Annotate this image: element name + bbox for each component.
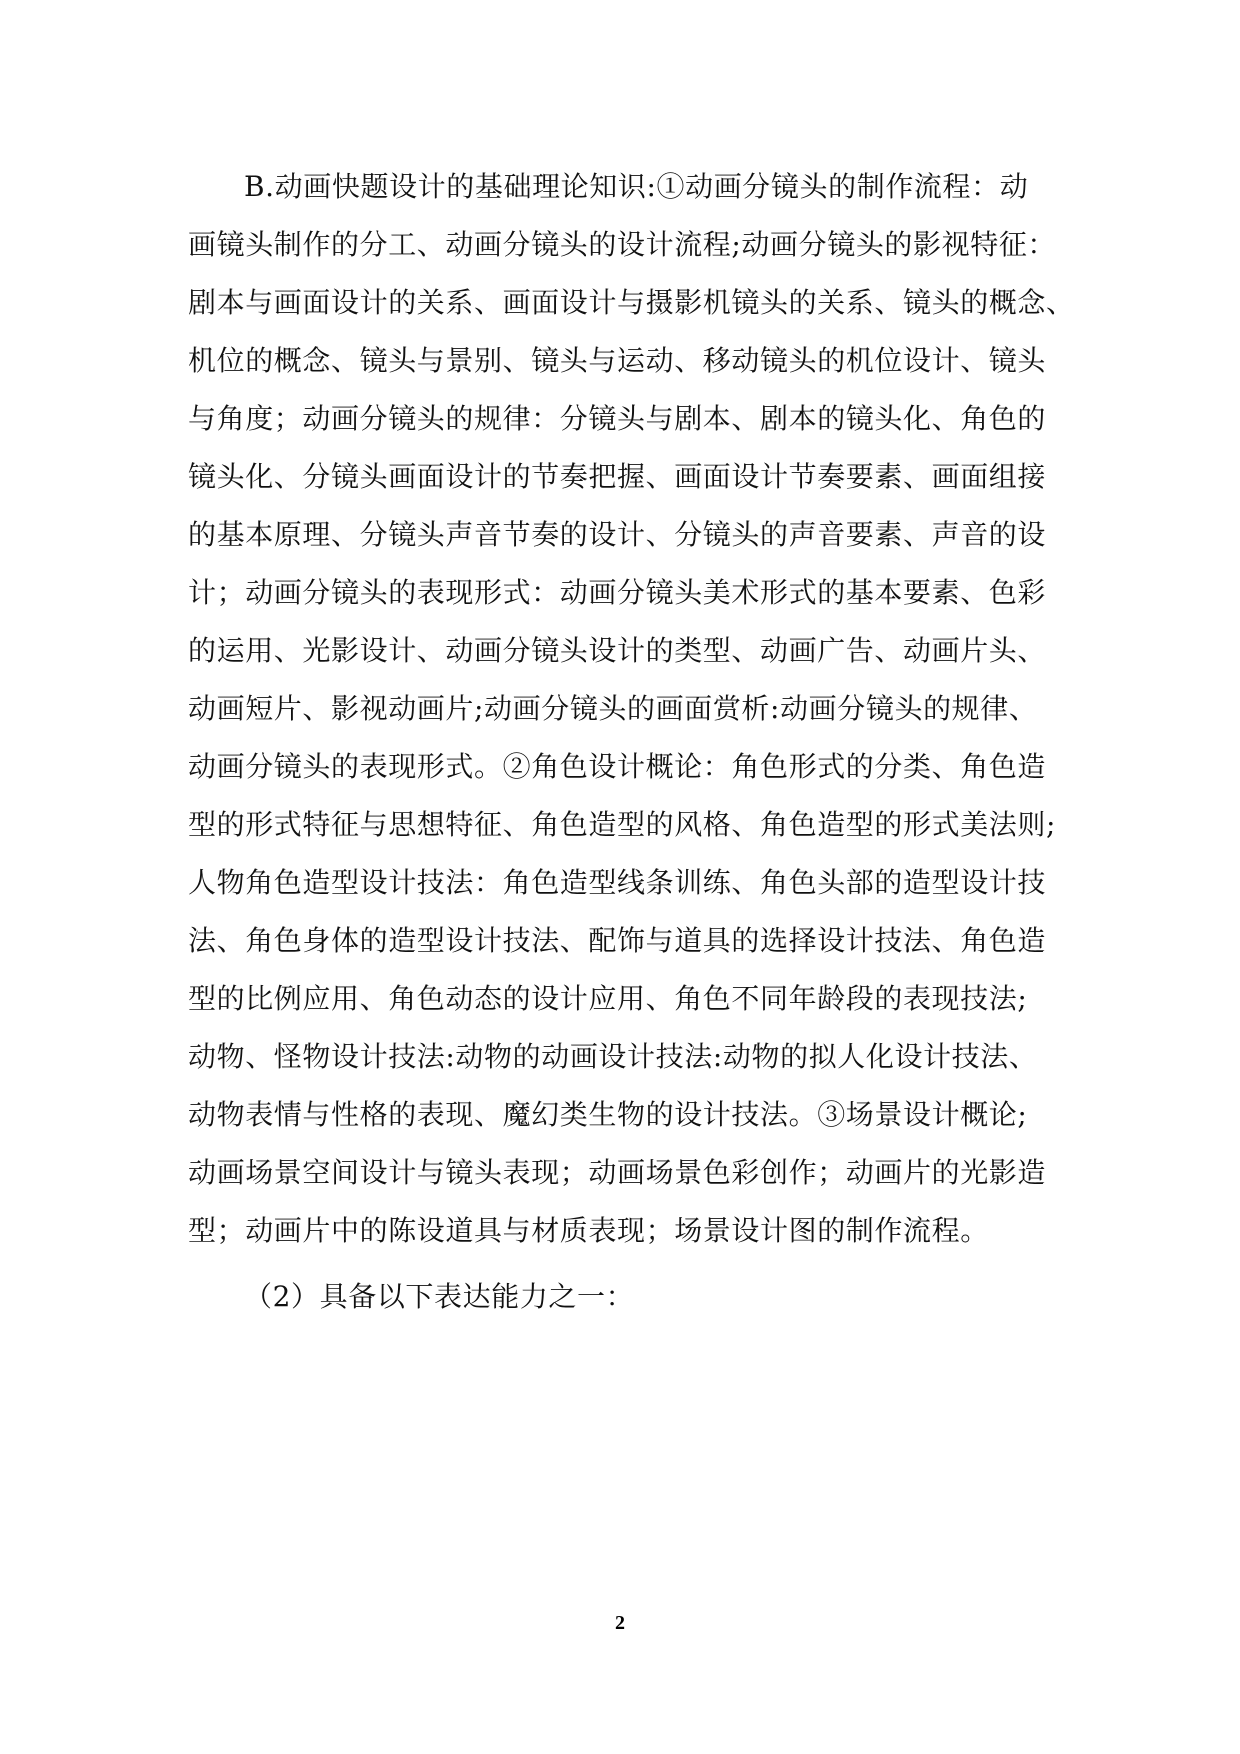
paragraph-b-line-11: 动画分镜头的表现形式。②角色设计概论：角色形式的分类、角色造 bbox=[188, 750, 1047, 783]
paragraph-b-line-14: 法、角色身体的造型设计技法、配饰与道具的选择设计技法、角色造 bbox=[188, 924, 1047, 957]
page-number: 2 bbox=[615, 1612, 625, 1634]
paragraph-b-line-12: 型的形式特征与思想特征、角色造型的风格、角色造型的形式美法则; bbox=[188, 808, 1057, 841]
paragraph-b-line-17: 动物表情与性格的表现、魔幻类生物的设计技法。③场景设计概论; bbox=[188, 1098, 1028, 1131]
paragraph-b-line-2: 画镜头制作的分工、动画分镜头的设计流程;动画分镜头的影视特征： bbox=[188, 228, 1057, 261]
paragraph-b-line-3: 剧本与画面设计的关系、画面设计与摄影机镜头的关系、镜头的概念、 bbox=[188, 286, 1075, 319]
paragraph-b-line-19: 型；动画片中的陈设道具与材质表现；场景设计图的制作流程。 bbox=[188, 1214, 989, 1247]
paragraph-b-line-7: 的基本原理、分镜头声音节奏的设计、分镜头的声音要素、声音的设 bbox=[188, 518, 1047, 551]
item-2-heading: （2）具备以下表达能力之一： bbox=[244, 1280, 635, 1313]
paragraph-b-line-13: 人物角色造型设计技法：角色造型线条训练、角色头部的造型设计技 bbox=[188, 866, 1047, 899]
paragraph-b-line-15: 型的比例应用、角色动态的设计应用、角色不同年龄段的表现技法; bbox=[188, 982, 1028, 1015]
paragraph-b-line-10: 动画短片、影视动画片;动画分镜头的画面赏析:动画分镜头的规律、 bbox=[188, 692, 1038, 725]
document-body bbox=[188, 158, 1075, 1326]
paragraph-b-line-1: B.动画快题设计的基础理论知识:①动画分镜头的制作流程：动 bbox=[244, 170, 1029, 203]
paragraph-b-line-6: 镜头化、分镜头画面设计的节奏把握、画面设计节奏要素、画面组接 bbox=[188, 460, 1047, 493]
paragraph-b-line-5: 与角度；动画分镜头的规律：分镜头与剧本、剧本的镜头化、角色的 bbox=[188, 402, 1047, 435]
paragraph-b-line-18: 动画场景空间设计与镜头表现；动画场景色彩创作；动画片的光影造 bbox=[188, 1156, 1047, 1189]
paragraph-b-line-9: 的运用、光影设计、动画分镜头设计的类型、动画广告、动画片头、 bbox=[188, 634, 1047, 667]
paragraph-b-line-8: 计；动画分镜头的表现形式：动画分镜头美术形式的基本要素、色彩 bbox=[188, 576, 1047, 609]
paragraph-b-line-16: 动物、怪物设计技法:动物的动画设计技法:动物的拟人化设计技法、 bbox=[188, 1040, 1038, 1073]
paragraph-b-line-4: 机位的概念、镜头与景别、镜头与运动、移动镜头的机位设计、镜头 bbox=[188, 344, 1047, 377]
